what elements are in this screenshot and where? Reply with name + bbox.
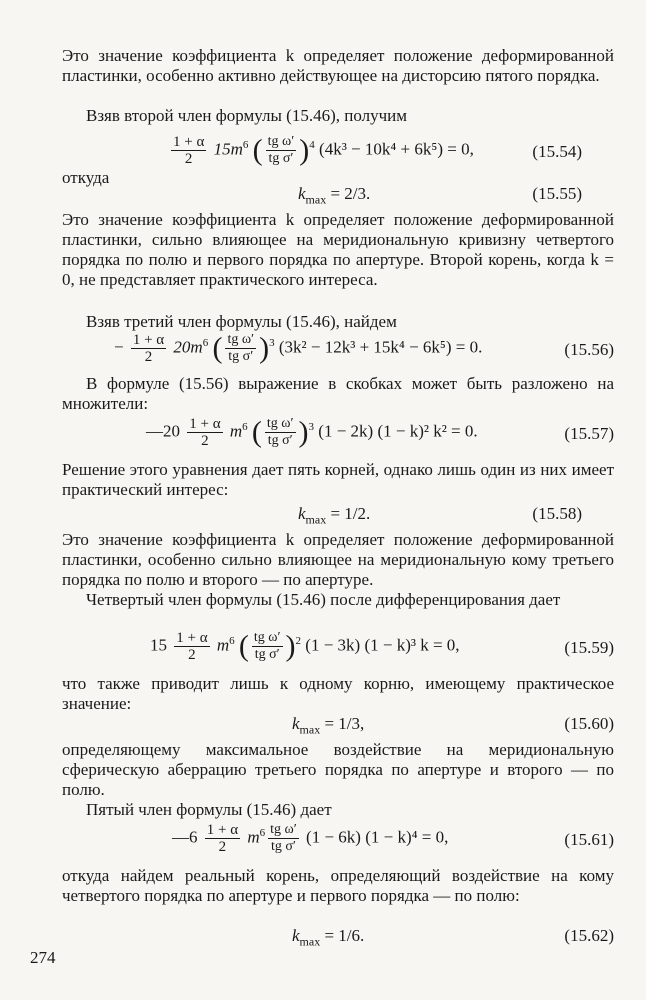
equation-number: (15.62) <box>564 926 614 945</box>
equation-15-60: $k_{max} = 1/3$, (15.60) <box>292 714 614 737</box>
equation-15-55: $k_{max} = 2/3$. (15.55) <box>298 184 582 207</box>
paragraph-5: Взяв третий член формулы (15.46), найдем <box>86 312 397 331</box>
equation-15-57: —20 $\frac{1 + \alpha}{2}$ $m^6$ ( $\frac{\text{tg ω′}}{\text{tg σ′}}$ )$^3$ (1 − 2k) (1 − k)² k² = 0. (15.57) <box>146 415 614 449</box>
equation-number: (15.54) <box>532 142 582 161</box>
equation-number: (15.58) <box>532 504 582 523</box>
equation-number: (15.56) <box>564 340 614 359</box>
page-number: 274 <box>30 948 56 967</box>
paragraph-9: Четвертый член формулы (15.46) после дифференцирования дает <box>86 590 561 609</box>
equation-number: (15.57) <box>564 424 614 443</box>
paragraph-2: Взяв второй член формулы (15.46), получим <box>86 106 407 125</box>
equation-15-58: $k_{max} = 1/2$. (15.58) <box>298 504 582 527</box>
paragraph-7: Решение этого уравнения дает пять корней, однако лишь один из них имеет практический интерес: <box>62 460 614 499</box>
equation-number: (15.61) <box>564 830 614 849</box>
paragraph-6: В формуле (15.56) выражение в скобках может быть разложено на множители: <box>62 374 614 413</box>
equation-15-62: $k_{max} = 1/6$. (15.62) <box>292 926 614 949</box>
equation-15-59: 15 $\frac{1 + \alpha}{2}$ $m^6$ ( $\frac{\text{tg ω′}}{\text{tg σ′}}$ )$^2$ (1 − 3k) (1 − k)³ k = 0, (15.59) <box>150 629 614 663</box>
paragraph-1: Это значение коэффициента k определяет положение деформированной пластинки, особенно активно действующее на дисторсию пятого порядка. <box>62 46 614 85</box>
equation-15-61: —6 $\frac{1 + \alpha}{2}$ $m^6$ $\frac{\text{tg ω′}}{\text{tg σ′}}$ (1 − 6k) (1 − k)⁴ = 0, (15.61) <box>172 822 614 855</box>
equation-number: (15.59) <box>564 638 614 657</box>
equation-number: (15.55) <box>532 184 582 203</box>
paragraph-13: откуда найдем реальный корень, определяющий воздействие на кому четвертого порядка по апертуре и первого порядка — по полю: <box>62 866 614 905</box>
paragraph-3: откуда <box>62 168 110 187</box>
paragraph-12: Пятый член формулы (15.46) дает <box>86 800 332 819</box>
frac-1-plus-alpha: $\frac{1 + \alpha}{2}$ <box>173 134 205 167</box>
paragraph-4: Это значение коэффициента k определяет положение деформированной пластинки, сильно влияющее на меридиональную кривизну четвертого порядка по полю и первого порядка по апертуре. Второй корень, когда k = 0, не представляет практического интереса. <box>62 210 614 289</box>
paragraph-8: Это значение коэффициента k определяет положение деформированной пластинки, особенно сильно влияющее на меридиональную кому третьего порядка по полю и второго — по апертуре. <box>62 530 614 589</box>
equation-number: (15.60) <box>564 714 614 733</box>
equation-15-54: $\frac{1 + \alpha}{2}$ $15m^6$ ( $\frac{\text{tg ω′}}{\text{tg σ′}}$ )$^4$ (4k³ − 10k⁴ + 6k⁵) = 0, (15.54) <box>173 133 582 167</box>
paragraph-11: определяющему максимальное воздействие на меридиональную сферическую аберрацию третьего порядка по апертуре и второго — по полю. <box>62 740 614 799</box>
paragraph-10: что также приводит лишь к одному корню, имеющему практическое значение: <box>62 674 614 713</box>
equation-15-56: − $\frac{1 + \alpha}{2}$ $20m^6$ ( $\frac{\text{tg ω′}}{\text{tg σ′}}$ )$^3$ (3k² − 12k³ + 15k⁴ − 6k⁵) = 0. (15.56) <box>114 331 614 365</box>
